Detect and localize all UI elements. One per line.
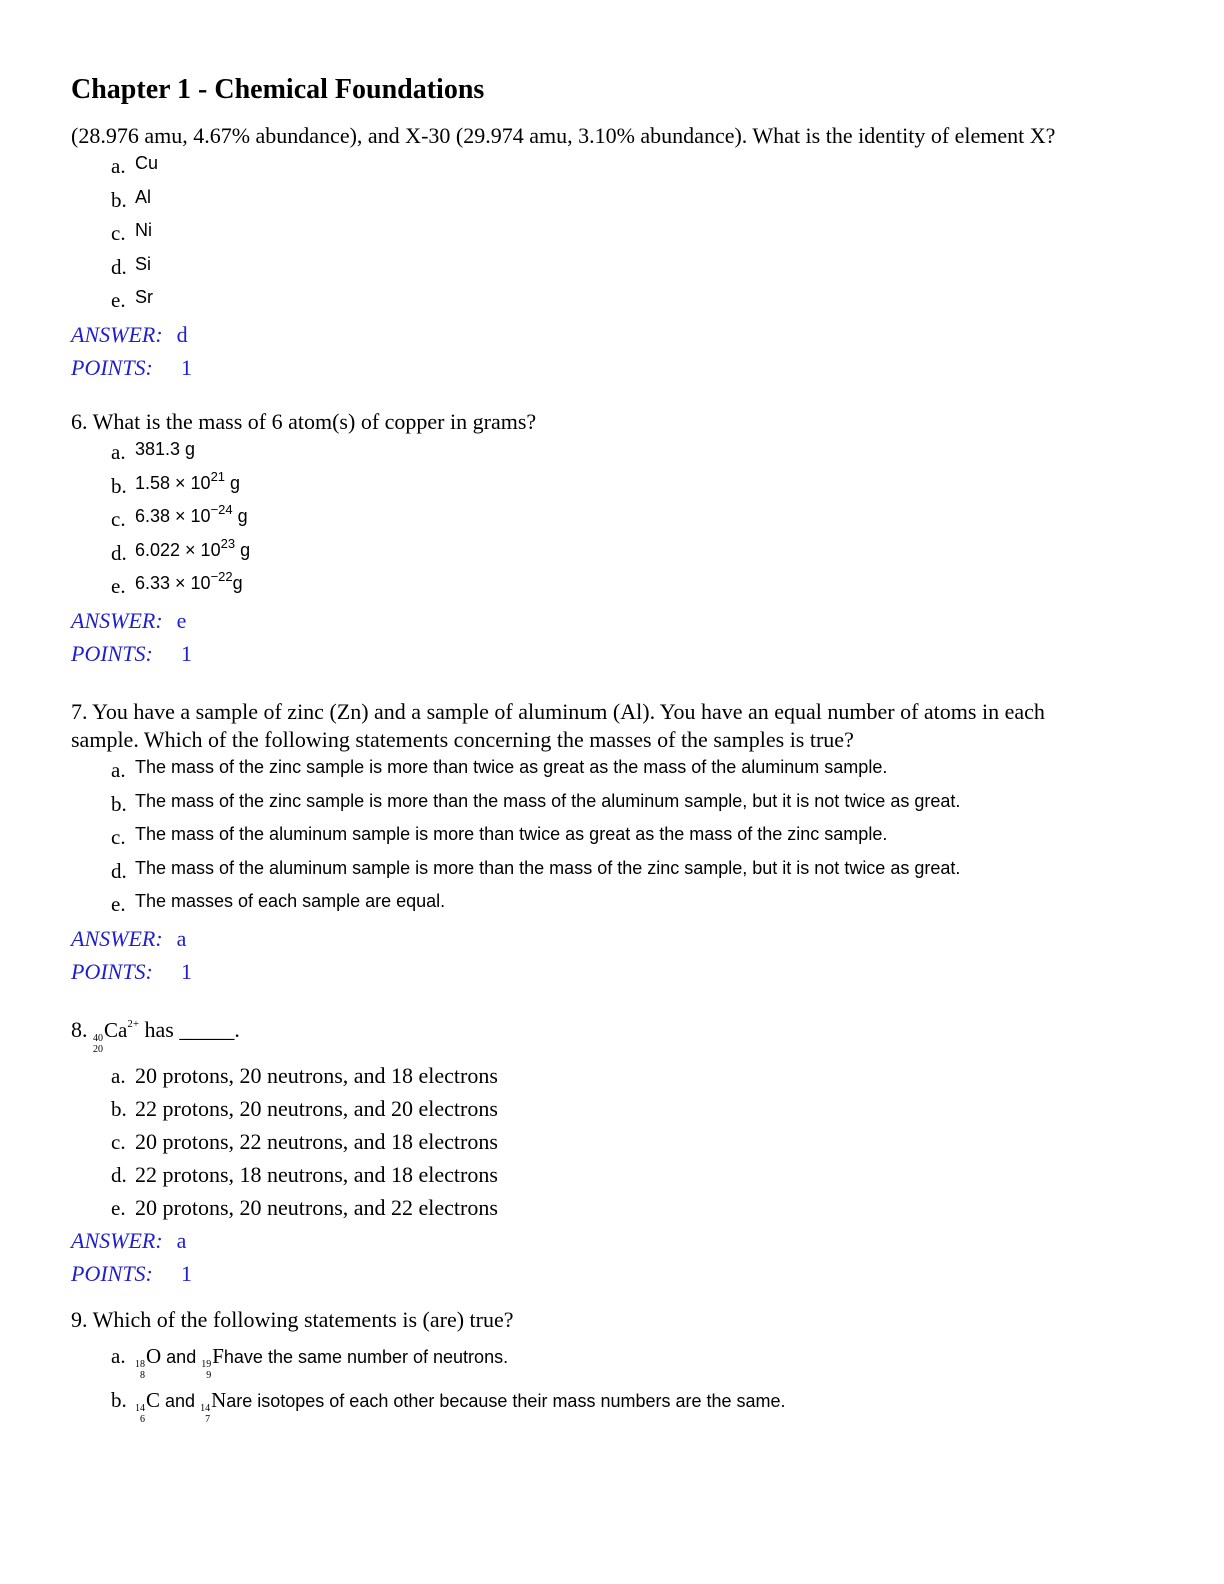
choice-text: 20 protons, 22 neutrons, and 18 electrons <box>135 1129 498 1154</box>
answer-line <box>71 922 1151 955</box>
nitrogen-14-symbol <box>200 1388 226 1425</box>
choice-b <box>111 184 1151 218</box>
choice-list <box>71 150 1151 318</box>
choice-tail: are isotopes of each other because their mass numbers are the same. <box>226 1391 786 1411</box>
joiner: and <box>161 1347 202 1367</box>
question-number: 8. <box>71 1017 88 1042</box>
stem-tail: has _____. <box>139 1017 240 1042</box>
answer-line <box>71 604 1151 637</box>
answer-value: a <box>176 925 187 951</box>
choice-letter: a. <box>111 1064 126 1088</box>
choice-text: 381.3 g <box>135 439 196 459</box>
mass-number: 40 <box>93 1033 103 1044</box>
question-6 <box>71 408 1151 670</box>
exponent: −24 <box>210 502 233 517</box>
points-label: POINTS: <box>71 1261 153 1286</box>
points-line <box>71 1257 1151 1290</box>
mantissa: 1.58 × 10 <box>135 472 211 493</box>
choice-text <box>135 1388 786 1425</box>
unit: g <box>225 472 241 493</box>
choice-text: 22 protons, 20 neutrons, and 20 electrons <box>135 1096 498 1121</box>
choice-letter: a. <box>111 1344 126 1368</box>
choice-text <box>135 569 243 594</box>
element-symbol: O <box>146 1344 162 1368</box>
points-label: POINTS: <box>71 354 153 380</box>
atomic-number: 8 <box>140 1370 145 1381</box>
choice-text: Sr <box>135 287 153 307</box>
answer-line <box>71 1224 1151 1257</box>
nuclide-numbers <box>200 1403 210 1425</box>
choice-d <box>111 251 1151 285</box>
choice-text: The mass of the aluminum sample is more than twice as great as the mass of the zinc sample. <box>135 824 888 844</box>
question-stem: 9. Which of the following statements is (are) true? <box>71 1307 514 1332</box>
fluorine-19-symbol <box>201 1344 224 1381</box>
calcium-ion-symbol <box>93 1010 139 1055</box>
choice-d <box>111 537 1151 571</box>
chapter-title: Chapter 1 - Chemical Foundations <box>71 74 485 105</box>
points-value: 1 <box>181 354 192 380</box>
choice-letter: d. <box>111 540 127 565</box>
choice-text: The masses of each sample are equal. <box>135 891 446 911</box>
choice-letter: d. <box>111 858 127 883</box>
choice-list <box>71 436 1151 604</box>
choice-b <box>111 1384 1151 1428</box>
choice-text: Al <box>135 186 152 207</box>
choice-a <box>111 150 1151 184</box>
mantissa: 6.33 × 10 <box>135 573 211 593</box>
points-label: POINTS: <box>71 958 153 984</box>
nuclide-numbers <box>93 1033 103 1055</box>
oxygen-18-symbol <box>135 1344 161 1381</box>
question-5 <box>71 122 1151 384</box>
choice-c <box>111 217 1151 251</box>
points-value: 1 <box>181 640 192 666</box>
points-line <box>71 637 1151 670</box>
answer-value: a <box>176 1228 187 1253</box>
choice-list <box>71 1059 1151 1224</box>
choice-letter: b. <box>111 187 127 212</box>
choice-text: The mass of the zinc sample is more than twice as great as the mass of the aluminum sample. <box>135 757 888 777</box>
mass-number: 14 <box>135 1403 145 1414</box>
nuclide-numbers <box>201 1359 211 1381</box>
element-symbol: Ca <box>104 1018 128 1042</box>
exponent: 21 <box>210 468 226 484</box>
choice-text: The mass of the aluminum sample is more than the mass of the zinc sample, but it is not twice as great. <box>135 857 961 878</box>
mass-number: 14 <box>200 1403 211 1414</box>
joiner: and <box>160 1391 201 1411</box>
choice-tail: have the same number of neutrons. <box>223 1347 509 1367</box>
choice-letter: c. <box>111 507 126 531</box>
nuclide-numbers <box>135 1359 145 1381</box>
choice-letter: c. <box>111 1130 126 1154</box>
answer-label: ANSWER: <box>71 321 163 347</box>
ion-charge: 2+ <box>127 1018 140 1030</box>
choice-text: 20 protons, 20 neutrons, and 18 electrons <box>135 1063 498 1088</box>
choice-e <box>111 888 1151 922</box>
answer-value: d <box>176 321 188 347</box>
answer-value: e <box>176 607 187 633</box>
atomic-number: 20 <box>93 1044 103 1055</box>
choice-letter: c. <box>111 221 126 245</box>
question-stem: (28.976 amu, 4.67% abundance), and X-30 (29.974 amu, 3.10% abundance). What is the identity of element X? <box>71 123 1056 148</box>
choice-letter: a. <box>111 758 126 782</box>
mass-number: 18 <box>135 1359 145 1370</box>
answer-label: ANSWER: <box>71 607 163 633</box>
choice-text: The mass of the zinc sample is more than the mass of the aluminum sample, but it is not twice as great. <box>135 790 961 811</box>
choice-e <box>111 284 1151 318</box>
choice-letter: b. <box>111 1388 127 1412</box>
question-9 <box>71 1306 1151 1428</box>
choice-b <box>111 1092 1151 1125</box>
choice-letter: b. <box>111 473 127 498</box>
choice-letter: c. <box>111 825 126 849</box>
points-line <box>71 351 1151 384</box>
question-stem-line-2: sample. Which of the following statements concerning the masses of the samples is true? <box>71 727 854 752</box>
points-label: POINTS: <box>71 640 153 666</box>
choice-c <box>111 503 1151 537</box>
choice-text <box>135 1344 508 1381</box>
carbon-14-symbol <box>135 1388 160 1425</box>
mantissa: 6.022 × 10 <box>135 539 221 560</box>
choice-letter: a. <box>111 440 126 464</box>
mass-number: 19 <box>201 1359 212 1370</box>
atomic-number: 6 <box>140 1414 145 1425</box>
points-value: 1 <box>181 958 192 984</box>
choice-c <box>111 821 1151 855</box>
exponent: 23 <box>220 535 236 551</box>
choice-a <box>111 1340 1151 1384</box>
element-symbol: F <box>212 1344 224 1368</box>
choice-list <box>71 1340 1151 1428</box>
choice-text: Ni <box>135 220 152 240</box>
choice-letter: e. <box>111 892 126 916</box>
choice-letter: b. <box>111 791 127 816</box>
points-value: 1 <box>181 1261 192 1286</box>
choice-text: Cu <box>135 153 159 173</box>
element-symbol: N <box>211 1388 227 1412</box>
choice-letter: d. <box>111 254 127 279</box>
answer-label: ANSWER: <box>71 925 163 951</box>
question-stem-line-1: 7. You have a sample of zinc (Zn) and a sample of aluminum (Al). You have an equal number of atoms in each <box>71 699 1045 724</box>
choice-text: 20 protons, 20 neutrons, and 22 electrons <box>135 1195 498 1220</box>
choice-d <box>111 855 1151 889</box>
choice-letter: b. <box>111 1097 127 1121</box>
atomic-number: 7 <box>205 1414 211 1425</box>
points-line <box>71 955 1151 988</box>
question-7 <box>71 698 1151 988</box>
choice-a <box>111 1059 1151 1092</box>
choice-letter: d. <box>111 1163 127 1187</box>
unit: g <box>235 539 251 560</box>
mantissa: 6.38 × 10 <box>135 506 211 526</box>
choice-text <box>135 502 248 527</box>
choice-letter: e. <box>111 574 126 598</box>
choice-text: 22 protons, 18 neutrons, and 18 electrons <box>135 1162 498 1187</box>
choice-c <box>111 1125 1151 1158</box>
choice-letter: a. <box>111 154 126 178</box>
choice-d <box>111 1158 1151 1191</box>
answer-line <box>71 318 1151 351</box>
choice-text <box>135 468 241 494</box>
choice-e <box>111 570 1151 604</box>
choice-b <box>111 470 1151 504</box>
nuclide-numbers <box>135 1403 145 1425</box>
choice-e <box>111 1191 1151 1224</box>
question-8 <box>71 1010 1151 1290</box>
choice-text: Si <box>135 253 152 274</box>
choice-text <box>135 535 251 561</box>
choice-a <box>111 754 1151 788</box>
choice-letter: e. <box>111 1196 126 1220</box>
unit: g <box>232 506 248 526</box>
answer-label: ANSWER: <box>71 1228 163 1253</box>
choice-b <box>111 788 1151 822</box>
unit: g <box>232 573 243 593</box>
element-symbol: C <box>146 1388 161 1412</box>
exponent: −22 <box>210 569 233 584</box>
question-stem: 6. What is the mass of 6 atom(s) of copper in grams? <box>71 409 537 434</box>
atomic-number: 9 <box>206 1370 212 1381</box>
choice-a <box>111 436 1151 470</box>
choice-letter: e. <box>111 288 126 312</box>
question-stem <box>71 1010 1151 1055</box>
choice-list <box>71 754 1151 922</box>
